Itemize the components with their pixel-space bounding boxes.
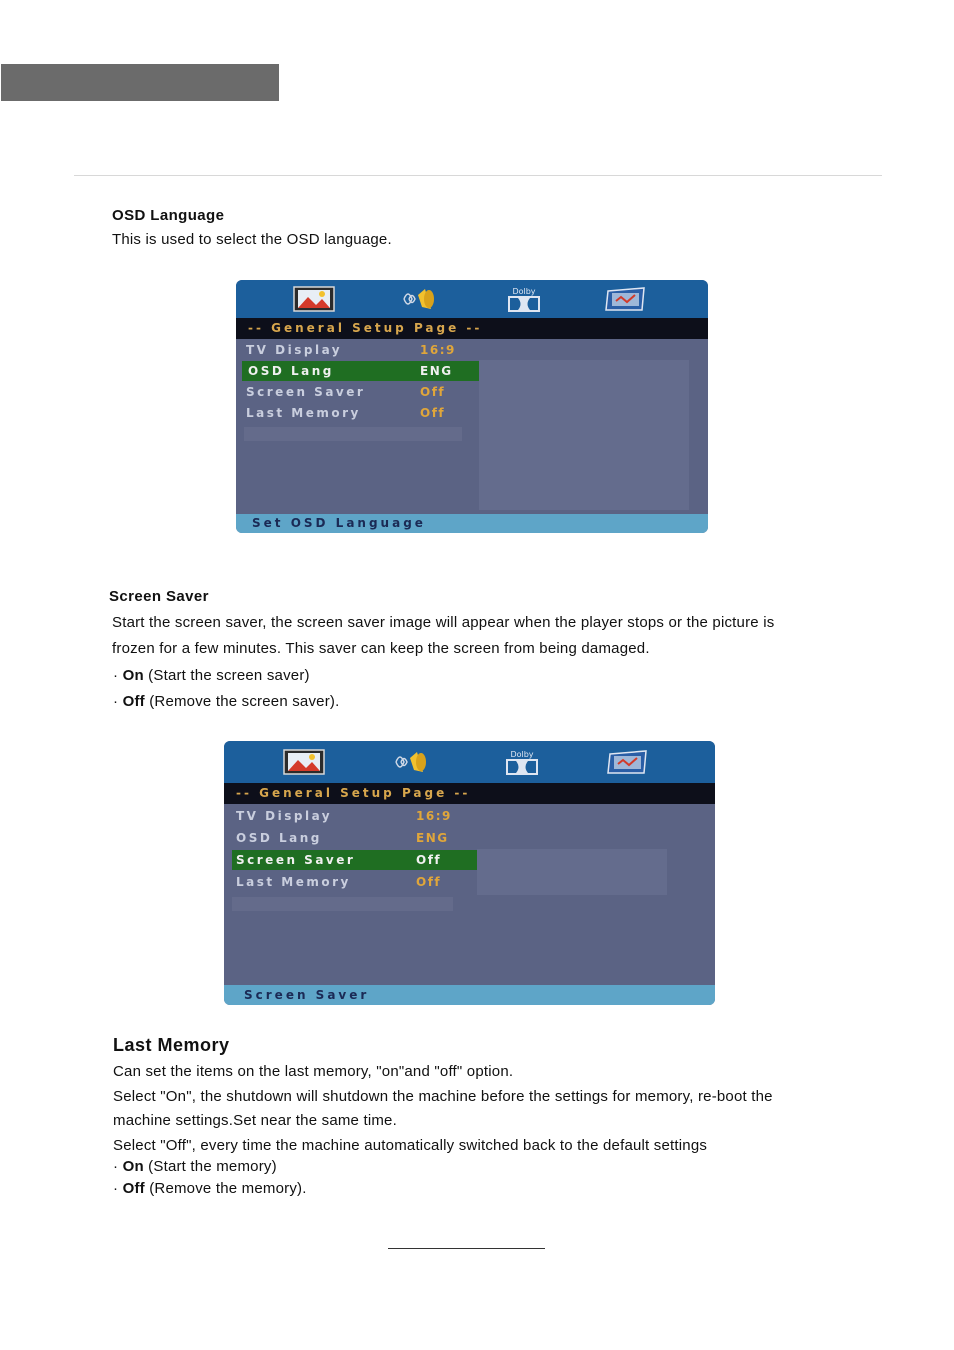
osd-screen-osd-language (236, 280, 708, 533)
osd-icon-bar (224, 741, 715, 783)
audio-speaker-icon (398, 285, 442, 313)
osd-status-bar: Screen Saver (224, 985, 715, 1005)
osd-icon-bar (236, 280, 708, 318)
osd-row-screen-saver[interactable]: Screen Saver Off (246, 385, 446, 399)
osd-row-osd-lang[interactable]: OSD Lang ENG (242, 361, 479, 381)
preferences-icon (606, 748, 650, 776)
screen-saver-bullet-off: · Off (Remove the screen saver). (113, 693, 340, 710)
osd-row-tv-display[interactable]: TV Display 16:9 (236, 809, 452, 823)
osd-submenu-panel (477, 849, 667, 895)
svg-text:Dolby: Dolby (510, 750, 534, 759)
osd-row-tv-display[interactable]: TV Display 16:9 (246, 343, 456, 357)
osd-title-bar: -- General Setup Page -- (236, 318, 708, 339)
last-memory-bullet-off: · Off (Remove the memory). (113, 1180, 307, 1197)
dolby-digital-icon (500, 748, 544, 776)
screen-saver-description: Start the screen saver, the screen saver image will appear when the player stops or the picture is frozen for a few minutes. This saver can keep the screen from being damaged. (112, 614, 775, 657)
last-memory-bullet-on: · On (Start the memory) (113, 1158, 277, 1175)
osd-row-screen-saver[interactable]: Screen Saver Off (232, 850, 477, 870)
preferences-icon (604, 285, 648, 313)
audio-speaker-icon (390, 748, 434, 776)
osd-submenu-panel (479, 360, 689, 510)
section-header-bar (1, 64, 279, 101)
osd-empty-row (232, 897, 453, 911)
last-memory-description: Can set the items on the last memory, "on"and "off" option. Select "On", the shutdown will shutdown the machine before the settings for memory, re-boot the machine settings.Set near the same time. Select "Off", every time the machine automatically switched back to the default settings (113, 1063, 773, 1154)
osd-title-bar: -- General Setup Page -- (224, 783, 715, 804)
picture-settings-icon (282, 748, 326, 776)
osd-status-bar: Set OSD Language (236, 514, 708, 533)
picture-settings-icon (292, 285, 336, 313)
osd-row-last-memory[interactable]: Last Memory Off (236, 875, 442, 889)
osd-language-heading: OSD Language (112, 207, 225, 224)
header-rule (74, 175, 882, 176)
osd-row-osd-lang[interactable]: OSD Lang ENG (236, 831, 449, 845)
last-memory-heading: Last Memory (113, 1035, 230, 1055)
screen-saver-bullet-on: · On (Start the screen saver) (113, 667, 310, 684)
footer-rule (388, 1248, 545, 1249)
screen-saver-heading: Screen Saver (109, 588, 209, 605)
dolby-digital-icon (502, 285, 546, 313)
osd-row-last-memory[interactable]: Last Memory Off (246, 406, 446, 420)
osd-empty-row (244, 427, 462, 441)
svg-text:Dolby: Dolby (512, 287, 536, 296)
osd-screen-screen-saver (224, 741, 715, 1005)
osd-language-description: This is used to select the OSD language. (112, 231, 392, 248)
